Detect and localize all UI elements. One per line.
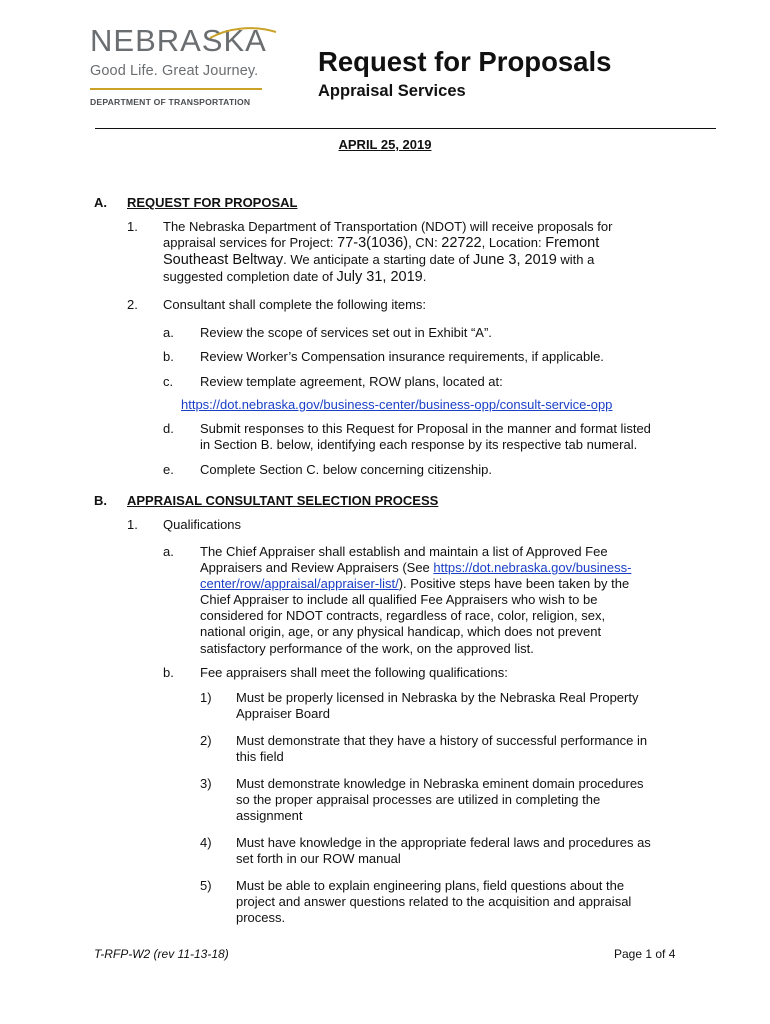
qual-5-number: 5)	[200, 878, 212, 893]
location-part1: Fremont	[545, 235, 600, 251]
logo-department: DEPARTMENT OF TRANSPORTATION	[90, 97, 251, 107]
qual-5-line3: process.	[236, 910, 286, 925]
item2-b-label: b.	[163, 349, 174, 364]
section-a-title: REQUEST FOR PROPOSAL	[127, 195, 298, 210]
location-part2: Southeast Beltway	[163, 252, 284, 268]
item2-a-label: a.	[163, 325, 174, 340]
qual-2-line1: Must demonstrate that they have a history of successful performance in	[236, 733, 648, 748]
template-agreement-link-wrap	[181, 397, 612, 413]
qual-3-line2: so the proper appraisal processes are utilized in completing the	[236, 792, 601, 807]
qual-4-line2: set forth in our ROW manual	[236, 851, 401, 866]
qual-5-line1: Must be able to explain engineering plans, field questions about the	[236, 878, 625, 893]
qual-a-line1: The Chief Appraiser shall establish and maintain a list of Approved Fee	[200, 544, 608, 559]
page-subtitle: Appraisal Services	[318, 82, 466, 100]
qual-a-line6: national origin, age, or any physical handicap, which does not prevent	[200, 624, 602, 639]
section-a-item1-line1: The Nebraska Department of Transportation (NDOT) will receive proposals for	[163, 219, 613, 234]
section-b-item1-text: Qualifications	[163, 517, 242, 532]
qual-1-line1: Must be properly licensed in Nebraska by the Nebraska Real Property	[236, 690, 639, 705]
start-date: June 3, 2019	[472, 252, 557, 268]
ndot-logo	[90, 24, 275, 107]
item2-c-label: c.	[163, 374, 174, 389]
document-date: APRIL 25, 2019	[338, 137, 432, 152]
section-a-item1-number: 1.	[127, 219, 138, 234]
item2-e-text: Complete Section C. below concerning citizenship.	[200, 462, 492, 477]
logo-divider	[90, 88, 262, 90]
qual-3-line1: Must demonstrate knowledge in Nebraska eminent domain procedures	[236, 776, 644, 791]
item2-a-text: Review the scope of services set out in Exhibit “A”.	[200, 325, 492, 340]
item2-d-line1: Submit responses to this Request for Proposal in the manner and format listed	[200, 421, 651, 436]
project-number: 77-3(1036)	[337, 235, 409, 251]
logo-tagline: Good Life. Great Journey.	[90, 63, 259, 79]
qual-a-line5: considered for NDOT contracts, regardless of race, color, religion, sex,	[200, 608, 606, 623]
qual-b-label: b.	[163, 665, 174, 680]
logo-swoosh-icon	[208, 26, 278, 40]
qual-a-line7: satisfactory performance of the work, on the approved list.	[200, 641, 534, 656]
section-b-title: APPRAISAL CONSULTANT SELECTION PROCESS	[127, 493, 439, 508]
section-b-item1-number: 1.	[127, 517, 138, 532]
form-id: T-RFP-W2 (rev 11-13-18)	[94, 947, 229, 961]
section-b-letter: B.	[94, 493, 107, 508]
section-a-item1-line3: Southeast Beltway. We anticipate a starting date of June 3, 2019 with a	[163, 252, 595, 268]
section-a-item1-line2: appraisal services for Project: 77-3(1036), CN: 22722, Location: Fremont	[163, 235, 600, 251]
end-date: July 31, 2019	[336, 269, 423, 285]
page-title: Request for Proposals	[318, 46, 612, 77]
appraiser-list-link-part1[interactable]: https://dot.nebraska.gov/business-	[433, 560, 632, 575]
appraiser-list-link-part2[interactable]: center/row/appraisal/appraiser-list/	[200, 576, 399, 591]
item2-c-text: Review template agreement, ROW plans, located at:	[200, 374, 503, 389]
item2-d-line2: in Section B. below, identifying each response by its respective tab numeral.	[200, 437, 638, 452]
qual-3-line3: assignment	[236, 808, 303, 823]
section-a-letter: A.	[94, 195, 107, 210]
item2-d-label: d.	[163, 421, 174, 436]
qual-2-number: 2)	[200, 733, 212, 748]
qual-3-number: 3)	[200, 776, 212, 791]
qual-a-line2: Appraisers and Review Appraisers (See https://dot.nebraska.gov/business-	[200, 560, 632, 575]
qual-a-label: a.	[163, 544, 174, 559]
qual-b-text: Fee appraisers shall meet the following qualifications:	[200, 665, 508, 680]
qual-1-line2: Appraiser Board	[236, 706, 330, 721]
template-agreement-link[interactable]: https://dot.nebraska.gov/business-center/business-opp/consult-service-opp	[181, 397, 613, 412]
item2-b-text: Review Worker’s Compensation insurance requirements, if applicable.	[200, 349, 604, 364]
section-a-item2-text: Consultant shall complete the following items:	[163, 297, 427, 312]
qual-1-number: 1)	[200, 690, 212, 705]
qual-4-number: 4)	[200, 835, 212, 850]
qual-a-line3: center/row/appraisal/appraiser-list/). Positive steps have been taken by the	[200, 576, 630, 591]
cn-number: 22722	[441, 235, 482, 251]
item2-e-label: e.	[163, 462, 174, 477]
section-a-item1-line4: suggested completion date of July 31, 2019.	[163, 269, 427, 285]
section-a-item2-number: 2.	[127, 297, 138, 312]
qual-4-line1: Must have knowledge in the appropriate federal laws and procedures as	[236, 835, 651, 850]
qual-5-line2: project and answer questions related to the acquisition and appraisal	[236, 894, 632, 909]
qual-2-line2: this field	[236, 749, 284, 764]
page-number: Page 1 of 4	[614, 947, 676, 961]
header-divider	[95, 128, 716, 129]
qual-a-line4: Chief Appraiser to include all qualified Fee Appraisers who wish to be	[200, 592, 598, 607]
logo-wordmark: NEBRASKA	[90, 24, 267, 58]
